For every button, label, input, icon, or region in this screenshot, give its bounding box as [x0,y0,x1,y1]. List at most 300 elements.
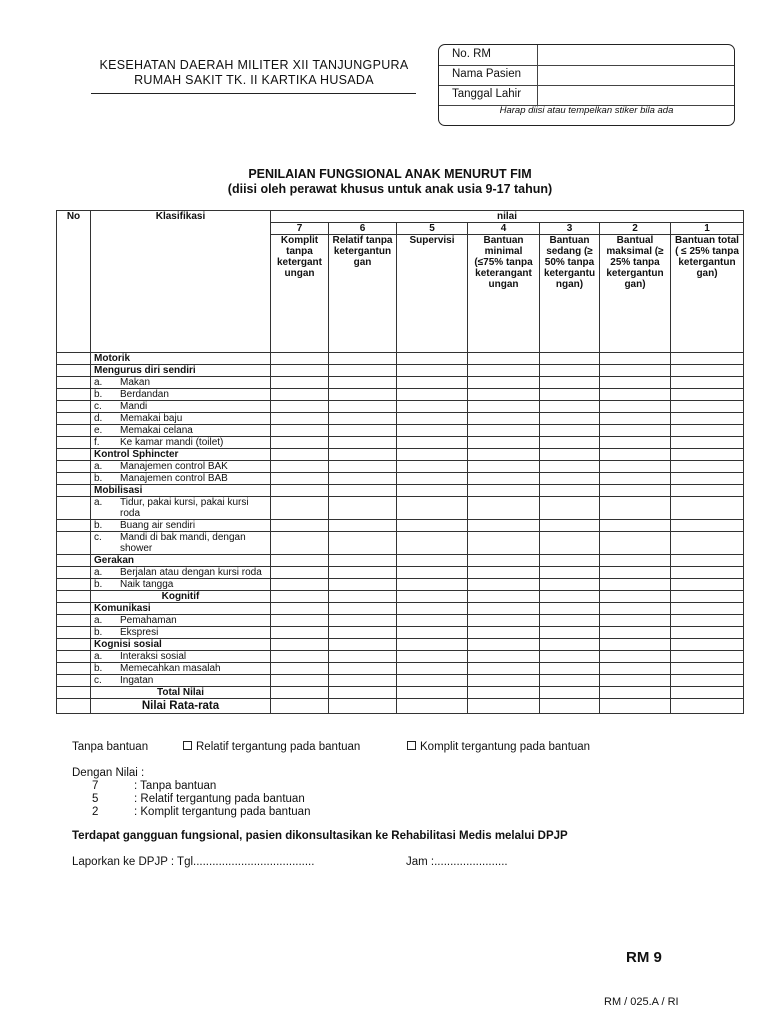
score-cell[interactable] [397,425,468,437]
score-cell[interactable] [397,437,468,449]
score-cell[interactable] [540,699,600,714]
score-cell[interactable] [540,603,600,615]
score-cell[interactable] [600,365,671,377]
score-cell[interactable] [671,461,744,473]
score-cell[interactable] [271,461,329,473]
score-cell[interactable] [468,353,540,365]
score-cell[interactable] [468,532,540,555]
row-number-cell [57,377,91,389]
score-cell[interactable] [397,365,468,377]
score-cell[interactable] [600,639,671,651]
klasifikasi-cell [91,627,271,639]
score-cell[interactable] [271,401,329,413]
score-cell[interactable] [468,413,540,425]
score-cell[interactable] [397,520,468,532]
item-label [94,579,267,590]
klasifikasi-cell: Motorik [91,353,271,365]
jam-field[interactable]: Jam :....................... [406,856,508,868]
score-cell[interactable] [671,567,744,579]
score-cell[interactable] [468,639,540,651]
table-row [57,615,744,627]
score-cell[interactable] [540,639,600,651]
score-number: 2 [600,223,671,235]
klasifikasi-cell [91,413,271,425]
score-cell[interactable] [468,567,540,579]
score-cell[interactable] [468,437,540,449]
score-cell[interactable] [329,353,397,365]
score-cell[interactable] [397,675,468,687]
nama-pasien-row[interactable] [439,65,734,86]
item-label [94,497,267,519]
score-cell[interactable] [671,687,744,699]
score-cell[interactable] [329,449,397,461]
nilai-text: : Tanpa bantuan [134,780,217,792]
score-cell[interactable] [271,663,329,675]
score-cell[interactable] [600,567,671,579]
score-cell[interactable] [671,401,744,413]
score-cell[interactable] [468,425,540,437]
table-row [57,603,744,615]
table-row [57,461,744,473]
score-cell[interactable] [468,687,540,699]
score-cell[interactable] [468,615,540,627]
score-cell[interactable] [329,437,397,449]
score-cell[interactable] [540,377,600,389]
score-cell[interactable] [671,413,744,425]
item-text: Buang air sendiri [120,520,196,531]
score-cell[interactable] [600,555,671,567]
tanggal-lahir-row[interactable] [439,85,734,106]
score-cell[interactable] [671,485,744,497]
item-label [94,675,267,686]
score-cell[interactable] [600,663,671,675]
checkbox-icon[interactable] [407,741,416,750]
score-cell[interactable] [271,389,329,401]
score-cell[interactable] [600,532,671,555]
score-cell[interactable] [600,520,671,532]
item-label [94,401,267,412]
klasifikasi-cell: Kontrol Sphincter [91,449,271,461]
score-cell[interactable] [540,461,600,473]
lapor-dpjp-field[interactable]: Laporkan ke DPJP : Tgl...................................... [72,856,315,868]
patient-id-box [438,44,735,126]
table-row [57,449,744,461]
row-number-cell [57,591,91,603]
score-cell[interactable] [397,353,468,365]
score-cell[interactable] [671,389,744,401]
score-cell[interactable] [600,389,671,401]
score-cell[interactable] [468,377,540,389]
score-cell[interactable] [329,579,397,591]
item-text: Ekspresi [120,627,159,638]
score-cell[interactable] [600,603,671,615]
item-text: Berjalan atau dengan kursi roda [120,567,262,578]
score-cell[interactable] [671,555,744,567]
score-cell[interactable] [671,663,744,675]
score-cell[interactable] [271,377,329,389]
score-cell[interactable] [397,485,468,497]
score-cell[interactable] [397,497,468,520]
item-text: Manajemen control BAB [120,473,228,484]
score-cell[interactable] [540,473,600,485]
score-cell[interactable] [329,591,397,603]
klasifikasi-cell [91,567,271,579]
klasifikasi-cell [91,437,271,449]
nilai-number: 2 [92,806,99,818]
score-cell[interactable] [397,579,468,591]
score-cell[interactable] [540,520,600,532]
score-cell[interactable] [600,485,671,497]
score-label: Bantuan sedang (≥ 50% tanpa ketergantu ngan) [540,235,600,353]
score-cell[interactable] [540,567,600,579]
score-cell[interactable] [397,687,468,699]
score-cell[interactable] [329,651,397,663]
score-cell[interactable] [600,651,671,663]
score-cell[interactable] [271,687,329,699]
legend-option-komplit[interactable] [407,741,590,754]
item-text: Mandi di bak mandi, dengan shower [120,532,246,554]
score-cell[interactable] [329,555,397,567]
score-cell[interactable] [397,651,468,663]
score-cell[interactable] [600,497,671,520]
score-cell[interactable] [671,615,744,627]
score-cell[interactable] [671,497,744,520]
item-label [94,651,267,662]
score-cell[interactable] [600,437,671,449]
score-cell[interactable] [271,651,329,663]
score-cell[interactable] [329,377,397,389]
row-number-cell [57,485,91,497]
item-letter: a. [94,497,103,508]
score-cell[interactable] [468,651,540,663]
row-number-cell [57,603,91,615]
table-row [57,651,744,663]
score-cell[interactable] [329,461,397,473]
score-cell[interactable] [271,579,329,591]
score-cell[interactable] [271,639,329,651]
row-number-cell [57,389,91,401]
score-cell[interactable] [540,532,600,555]
score-cell[interactable] [671,473,744,485]
institution-line-1: KESEHATAN DAERAH MILITER XII TANJUNGPURA [99,58,409,72]
table-row [57,687,744,699]
score-cell[interactable] [329,699,397,714]
score-cell[interactable] [329,401,397,413]
score-cell[interactable] [600,461,671,473]
score-cell[interactable] [671,437,744,449]
legend-option-komplit-label: Komplit tergantung pada bantuan [420,741,591,753]
score-cell[interactable] [397,699,468,714]
score-cell[interactable] [397,591,468,603]
score-cell[interactable] [271,567,329,579]
score-cell[interactable] [671,425,744,437]
klasifikasi-cell: Nilai Rata-rata [91,699,271,714]
score-cell[interactable] [600,627,671,639]
no-rm-label: No. RM [452,48,491,60]
score-cell[interactable] [271,675,329,687]
score-cell[interactable] [329,603,397,615]
score-cell[interactable] [271,473,329,485]
item-text: Memakai baju [120,413,183,424]
score-cell[interactable] [329,687,397,699]
item-letter: a. [94,461,103,472]
score-cell[interactable] [329,473,397,485]
score-cell[interactable] [540,449,600,461]
score-cell[interactable] [468,365,540,377]
score-cell[interactable] [397,663,468,675]
score-cell[interactable] [600,687,671,699]
score-cell[interactable] [540,615,600,627]
score-cell[interactable] [600,401,671,413]
score-cell[interactable] [271,591,329,603]
score-cell[interactable] [397,413,468,425]
nilai-list [92,780,310,819]
item-text: Berdandan [120,389,169,400]
score-cell[interactable] [600,699,671,714]
table-row [57,485,744,497]
item-text: Tidur, pakai kursi, pakai kursi roda [120,497,249,519]
item-text: Mandi [120,401,148,412]
score-cell[interactable] [397,473,468,485]
score-cell[interactable] [329,567,397,579]
table-row [57,377,744,389]
item-label [94,425,267,436]
score-cell[interactable] [397,449,468,461]
score-cell[interactable] [329,675,397,687]
table-header-row [57,211,744,223]
item-label [94,389,267,400]
score-cell[interactable] [600,591,671,603]
row-number-cell [57,687,91,699]
legend-option-tanpa-bantuan: Tanpa bantuan [72,741,149,753]
score-cell[interactable] [397,639,468,651]
score-cell[interactable] [671,365,744,377]
score-cell[interactable] [397,532,468,555]
item-text: Memecahkan masalah [120,663,221,674]
score-cell[interactable] [468,627,540,639]
score-cell[interactable] [468,401,540,413]
score-cell[interactable] [329,365,397,377]
score-cell[interactable] [540,591,600,603]
row-number-cell [57,353,91,365]
score-cell[interactable] [671,603,744,615]
klasifikasi-cell: Mengurus diri sendiri [91,365,271,377]
item-text: Naik tangga [120,579,174,590]
score-cell[interactable] [540,389,600,401]
item-letter: c. [94,401,102,412]
row-number-cell [57,675,91,687]
score-cell[interactable] [468,461,540,473]
score-cell[interactable] [671,532,744,555]
score-cell[interactable] [540,651,600,663]
item-letter: b. [94,389,103,400]
row-number-cell [57,425,91,437]
score-label: Bantuan total ( ≤ 25% tanpa ketergantun gan) [671,235,744,353]
score-label: Bantual maksimal (≥ 25% tanpa ketergantun gan) [600,235,671,353]
score-cell[interactable] [671,627,744,639]
score-cell[interactable] [271,425,329,437]
score-cell[interactable] [271,497,329,520]
score-cell[interactable] [329,497,397,520]
row-number-cell [57,497,91,520]
institution-line-2: RUMAH SAKIT TK. II KARTIKA HUSADA [134,73,374,87]
score-cell[interactable] [468,497,540,520]
score-cell[interactable] [271,532,329,555]
score-cell[interactable] [468,485,540,497]
score-cell[interactable] [600,615,671,627]
score-cell[interactable] [468,473,540,485]
score-cell[interactable] [329,615,397,627]
score-cell[interactable] [468,520,540,532]
score-cell[interactable] [540,555,600,567]
item-label [94,473,267,484]
row-number-cell [57,532,91,555]
nilai-number: 7 [92,780,99,792]
score-cell[interactable] [540,353,600,365]
score-cell[interactable] [671,353,744,365]
klasifikasi-cell: Mobilisasi [91,485,271,497]
score-cell[interactable] [540,401,600,413]
score-cell[interactable] [600,449,671,461]
score-cell[interactable] [600,377,671,389]
score-cell[interactable] [329,413,397,425]
score-cell[interactable] [671,699,744,714]
klasifikasi-cell: Kognitif [91,591,271,603]
score-cell[interactable] [540,425,600,437]
score-cell[interactable] [271,520,329,532]
score-cell[interactable] [397,555,468,567]
score-cell[interactable] [468,603,540,615]
score-cell[interactable] [671,520,744,532]
score-number: 4 [468,223,540,235]
score-cell[interactable] [271,449,329,461]
item-letter: b. [94,520,103,531]
score-cell[interactable] [271,603,329,615]
klasifikasi-cell [91,579,271,591]
klasifikasi-cell: Komunikasi [91,603,271,615]
row-number-cell [57,555,91,567]
score-cell[interactable] [671,651,744,663]
score-cell[interactable] [329,425,397,437]
score-cell[interactable] [540,579,600,591]
dengan-nilai-label: Dengan Nilai : [72,767,145,779]
table-row [57,567,744,579]
table-row [57,473,744,485]
score-cell[interactable] [397,461,468,473]
score-cell[interactable] [397,377,468,389]
table-row [57,579,744,591]
score-cell[interactable] [540,627,600,639]
klasifikasi-cell [91,651,271,663]
score-cell[interactable] [468,699,540,714]
row-number-cell [57,579,91,591]
score-cell[interactable] [397,401,468,413]
score-number: 5 [397,223,468,235]
score-cell[interactable] [468,675,540,687]
score-cell[interactable] [540,437,600,449]
score-cell[interactable] [329,663,397,675]
score-cell[interactable] [671,377,744,389]
score-cell[interactable] [540,413,600,425]
nilai-number: 5 [92,793,99,805]
score-cell[interactable] [397,615,468,627]
score-cell[interactable] [271,699,329,714]
score-cell[interactable] [468,663,540,675]
score-cell[interactable] [397,627,468,639]
score-cell[interactable] [600,353,671,365]
score-number: 7 [271,223,329,235]
legend-option-relatif[interactable] [183,741,360,754]
score-cell[interactable] [671,449,744,461]
item-letter: f. [94,437,100,448]
fim-table-body [57,211,744,714]
score-cell[interactable] [468,449,540,461]
item-label [94,461,267,472]
row-number-cell [57,473,91,485]
nilai-text: : Relatif tergantung pada bantuan [134,793,305,805]
score-cell[interactable] [329,389,397,401]
score-cell[interactable] [671,579,744,591]
score-cell[interactable] [397,567,468,579]
score-cell[interactable] [397,603,468,615]
score-cell[interactable] [397,389,468,401]
score-cell[interactable] [600,579,671,591]
score-cell[interactable] [600,675,671,687]
score-cell[interactable] [540,675,600,687]
score-cell[interactable] [271,555,329,567]
id-box-divider [537,45,538,105]
score-cell[interactable] [329,520,397,532]
score-cell[interactable] [271,353,329,365]
score-cell[interactable] [468,555,540,567]
score-cell[interactable] [271,413,329,425]
item-letter: b. [94,473,103,484]
table-row [57,627,744,639]
score-cell[interactable] [329,485,397,497]
score-cell[interactable] [540,485,600,497]
table-row [57,520,744,532]
score-cell[interactable] [329,627,397,639]
score-cell[interactable] [468,579,540,591]
score-cell[interactable] [329,639,397,651]
score-cell[interactable] [329,532,397,555]
score-cell[interactable] [600,473,671,485]
score-cell[interactable] [671,639,744,651]
score-cell[interactable] [540,687,600,699]
item-letter: a. [94,567,103,578]
form-code: RM / 025.A / RI [604,996,679,1008]
score-cell[interactable] [271,615,329,627]
score-cell[interactable] [671,591,744,603]
score-cell[interactable] [271,485,329,497]
score-cell[interactable] [271,437,329,449]
no-rm-row[interactable] [439,45,734,66]
item-label [94,520,267,531]
score-cell[interactable] [600,413,671,425]
score-cell[interactable] [600,425,671,437]
score-cell[interactable] [540,365,600,377]
score-cell[interactable] [271,627,329,639]
score-cell[interactable] [540,663,600,675]
klasifikasi-cell [91,377,271,389]
score-cell[interactable] [468,389,540,401]
score-cell[interactable] [540,497,600,520]
score-cell[interactable] [271,365,329,377]
item-label [94,437,267,448]
checkbox-icon[interactable] [183,741,192,750]
score-cell[interactable] [671,675,744,687]
score-cell[interactable] [468,591,540,603]
